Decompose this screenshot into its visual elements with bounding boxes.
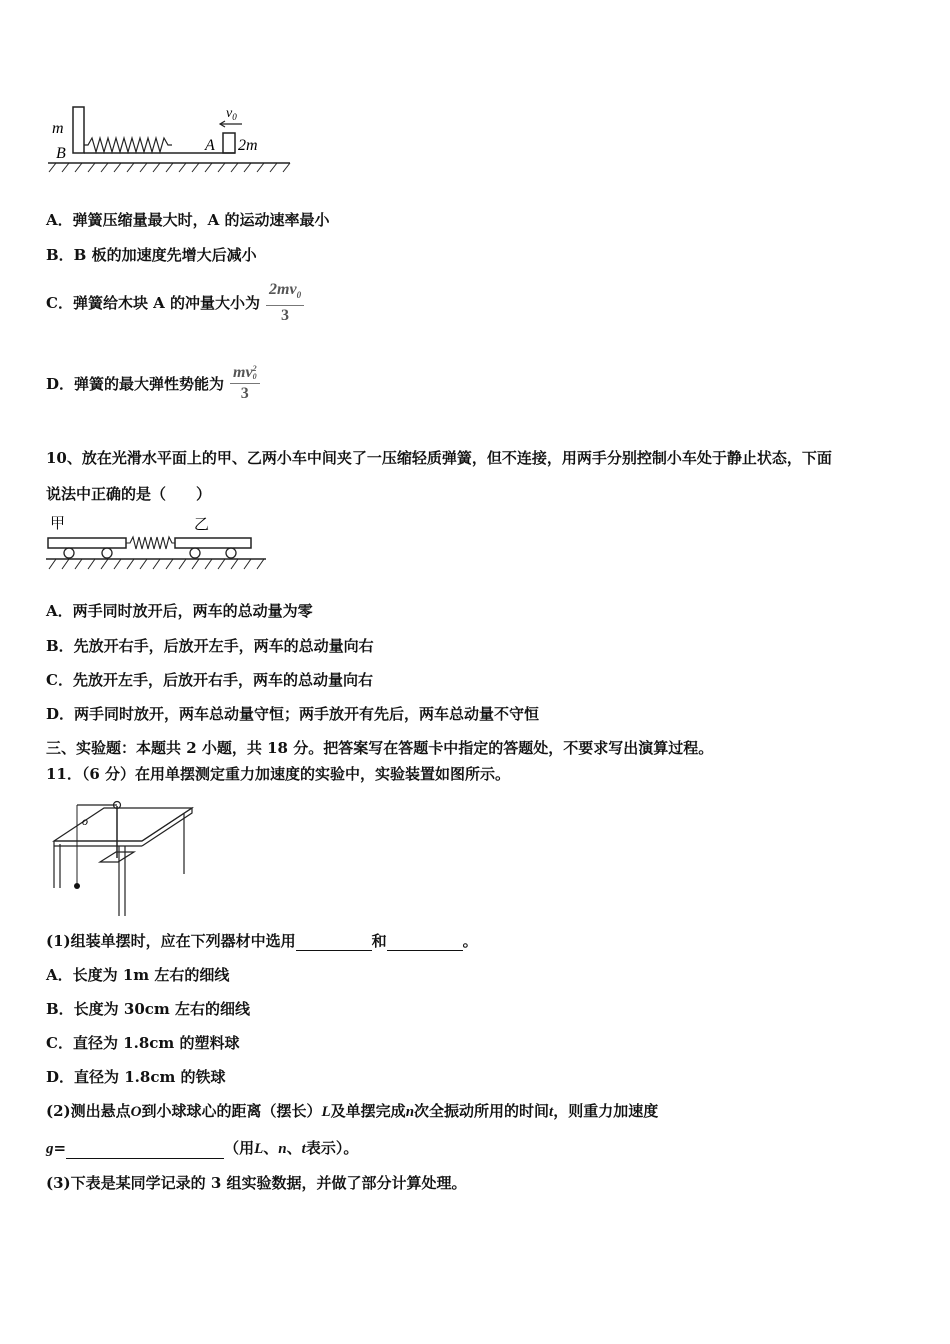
cart-yi <box>175 538 251 548</box>
section-3-heading: 三、实验题：本题共 2 小题，共 18 分。把答案写在答题卡中指定的答题处，不要求写出演算过程。 <box>46 739 714 757</box>
cart-jia-label: 甲 <box>50 516 66 532</box>
fraction-mv0sq-over-3: mv 2 0 3 <box>230 363 260 404</box>
ground-hatching <box>49 559 264 569</box>
table-top <box>54 808 192 841</box>
answer-blank-g[interactable] <box>66 1142 224 1159</box>
velocity-label: $v_0$ <box>226 106 237 122</box>
q11-part1 <box>46 931 478 951</box>
plate-b <box>73 107 84 153</box>
q11-part3: (3)下表是某同学记录的 3 组实验数据，并做了部分计算处理。 <box>46 1174 467 1192</box>
block-a <box>223 133 235 153</box>
q11-option-c: C．直径为 1.8cm 的塑料球 <box>46 1034 240 1052</box>
cart-yi-wheel-left <box>190 548 200 558</box>
answer-blank-1[interactable] <box>296 934 372 951</box>
q9-option-d-text: D．弹簧的最大弹性势能为 <box>46 374 225 393</box>
q11-part1-and: 和 <box>371 932 387 950</box>
spring-block-figure <box>40 100 300 180</box>
q10-option-a: A．两手同时放开后，两车的总动量为零 <box>46 602 313 620</box>
q9-option-c-text: C．弹簧给木块 A 的冲量大小为 <box>46 294 261 313</box>
cart-jia <box>48 538 126 548</box>
q11-part2-line2: g= （用L、n、t表示）。 <box>46 1139 359 1157</box>
mass-m-label: m <box>52 120 64 137</box>
q9-option-c <box>46 280 304 330</box>
q11-stem: 11．（6 分）在用单摆测定重力加速度的实验中，实验装置如图所示。 <box>46 765 511 783</box>
cart-yi-label: 乙 <box>194 517 210 533</box>
plate-b-label: B <box>56 145 66 162</box>
q10-stem-line1: 10、放在光滑水平面上的甲、乙两小车中间夹了一压缩轻质弹簧，但不连接，用两手分别控制小车处于静止状态，下面 <box>46 449 832 467</box>
answer-blank-2[interactable] <box>387 934 463 951</box>
q10-stem-line2: 说法中正确的是（ ） <box>46 485 212 503</box>
q11-option-d: D．直径为 1.8cm 的铁球 <box>46 1068 226 1086</box>
fraction-2mv0-over-3: $\frac{2mv_0}{3}$ <box>266 280 304 326</box>
ground-hatching <box>49 163 290 172</box>
cart-yi-wheel-right <box>226 548 236 558</box>
cart-jia-wheel-left <box>64 548 74 558</box>
block-a-label: A <box>205 137 215 154</box>
pendulum-bob <box>74 883 80 889</box>
q10-option-b: B．先放开右手，后放开左手，两车的总动量向右 <box>46 637 374 655</box>
q9-option-b: B．B 板的加速度先增大后减小 <box>46 246 257 264</box>
spring <box>84 138 172 152</box>
pendulum-figure <box>44 796 194 920</box>
q10-option-c: C．先放开左手，后放开右手，两车的总动量向右 <box>46 671 373 689</box>
q11-option-a: A．长度为 1m 左右的细线 <box>46 966 230 984</box>
q9-option-a: A．弹簧压缩量最大时，A 的运动速率最小 <box>46 211 330 229</box>
compressed-spring <box>126 537 175 549</box>
carts-figure <box>44 512 269 577</box>
cart-jia-wheel-right <box>102 548 112 558</box>
q11-part2-line1: (2)测出悬点O到小球球心的距离（摆长）L及单摆完成n次全振动所用的时间t，则重力加速度 <box>46 1102 659 1120</box>
q11-part1-text: (1)组装单摆时，应在下列器材中选用 <box>46 932 296 950</box>
q9-option-d <box>46 363 260 413</box>
q11-option-b: B．长度为 30cm 左右的细线 <box>46 1000 251 1018</box>
pivot-o-label: o <box>82 814 88 828</box>
q10-option-d: D．两手同时放开，两车总动量守恒；两手放开有先后，两车总动量不守恒 <box>46 705 540 723</box>
mass-2m-label: 2m <box>238 137 258 154</box>
q11-part1-end: 。 <box>462 932 478 950</box>
